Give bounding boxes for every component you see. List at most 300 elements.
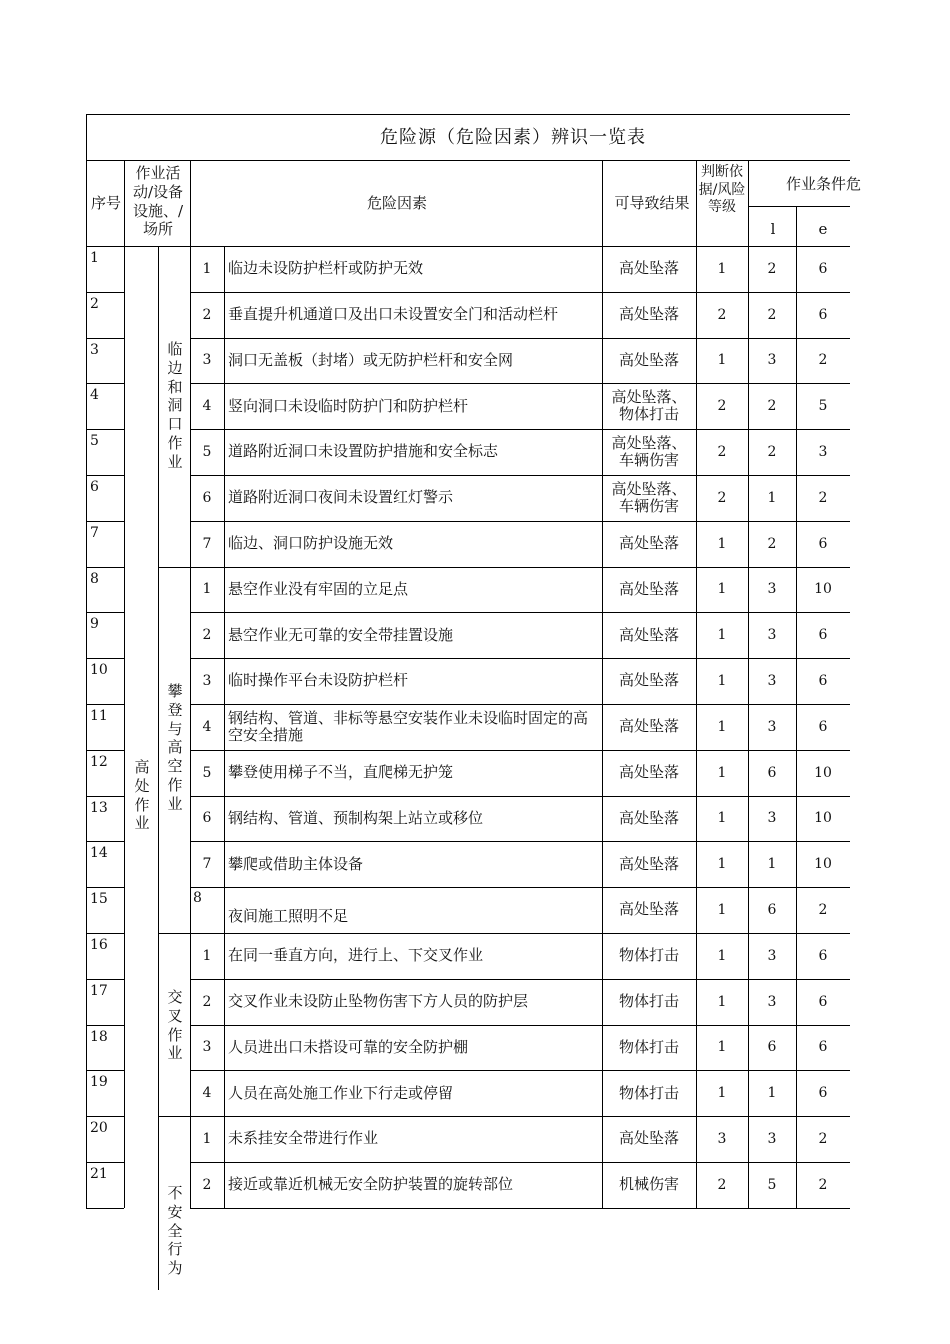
grid-line bbox=[748, 160, 749, 1208]
row-e bbox=[796, 383, 850, 429]
grid-line bbox=[190, 1025, 850, 1026]
row-factor-text: 夜间施工照明不足 bbox=[228, 906, 349, 925]
row-e bbox=[796, 1116, 850, 1162]
row-l-text: 3 bbox=[767, 810, 777, 827]
grid-line bbox=[86, 160, 850, 161]
row-judge-text: 1 bbox=[717, 718, 727, 735]
row-sub-index-text: 2 bbox=[202, 306, 212, 323]
row-factor bbox=[228, 383, 600, 429]
group-label-1: 临边和洞口作业 bbox=[167, 340, 183, 471]
row-judge-text: 3 bbox=[717, 1131, 727, 1148]
row-l bbox=[748, 1162, 796, 1208]
row-l-text: 5 bbox=[767, 1176, 777, 1193]
row-factor-text: 接近或靠近机械无安全防护装置的旋转部位 bbox=[228, 1175, 514, 1194]
row-seq: 3 bbox=[90, 341, 99, 358]
row-e bbox=[796, 338, 850, 384]
row-l-text: 6 bbox=[767, 1039, 777, 1056]
row-e bbox=[796, 887, 850, 933]
row-l-text: 3 bbox=[767, 1131, 777, 1148]
row-e bbox=[796, 979, 850, 1025]
row-l-text: 6 bbox=[767, 764, 777, 781]
row-seq: 20 bbox=[90, 1120, 108, 1137]
row-sub-index-text: 1 bbox=[202, 947, 212, 964]
grid-line bbox=[86, 383, 124, 384]
row-sub-index bbox=[190, 567, 224, 613]
group-label-2: 攀登与高空作业 bbox=[167, 682, 183, 813]
row-l-text: 3 bbox=[767, 718, 777, 735]
row-factor bbox=[228, 658, 600, 704]
row-e-text: 2 bbox=[818, 1131, 828, 1148]
row-result bbox=[602, 429, 696, 475]
row-judge-text: 1 bbox=[717, 810, 727, 827]
row-sub-index bbox=[190, 796, 224, 842]
row-sub-index-text: 7 bbox=[202, 856, 212, 873]
row-factor-text: 道路附近洞口未设置防护措施和安全标志 bbox=[228, 442, 499, 461]
row-judge-text: 1 bbox=[717, 902, 727, 919]
row-l bbox=[748, 521, 796, 567]
grid-line bbox=[86, 933, 124, 934]
row-result-text: 物体打击 bbox=[618, 946, 679, 965]
grid-line bbox=[86, 887, 124, 888]
row-e-text: 10 bbox=[814, 764, 832, 781]
row-seq: 5 bbox=[90, 433, 99, 450]
row-judge-text: 1 bbox=[717, 673, 727, 690]
row-sub-index-text: 4 bbox=[202, 398, 212, 415]
row-l bbox=[748, 979, 796, 1025]
row-seq: 11 bbox=[90, 708, 108, 724]
row-e bbox=[796, 841, 850, 887]
row-l-text: 2 bbox=[767, 398, 777, 415]
row-seq: 6 bbox=[90, 479, 99, 495]
grid-line bbox=[86, 429, 124, 430]
grid-line bbox=[86, 1025, 124, 1026]
row-l-text: 2 bbox=[767, 535, 777, 552]
row-factor-text: 攀登使用梯子不当，直爬梯无护笼 bbox=[228, 763, 454, 782]
row-l-text: 1 bbox=[767, 856, 777, 873]
grid-line bbox=[86, 1070, 124, 1071]
row-l bbox=[748, 246, 796, 292]
row-e-text: 6 bbox=[818, 260, 828, 277]
row-judge bbox=[696, 933, 748, 979]
row-factor bbox=[228, 1070, 600, 1116]
row-factor-text: 竖向洞口未设临时防护门和防护栏杆 bbox=[228, 396, 469, 415]
row-e bbox=[796, 612, 850, 658]
row-seq: 21 bbox=[90, 1166, 108, 1182]
row-e-text: 6 bbox=[818, 1085, 828, 1102]
row-sub-index-text: 4 bbox=[202, 1085, 212, 1102]
row-factor bbox=[228, 704, 600, 750]
row-result bbox=[602, 887, 696, 933]
row-judge-text: 1 bbox=[717, 260, 727, 277]
group-label-3: 交叉作业 bbox=[167, 988, 183, 1063]
row-result-text: 高处坠落、车辆伤害 bbox=[611, 433, 687, 470]
row-result-text: 高处坠落 bbox=[618, 900, 679, 919]
row-factor-text: 垂直提升机通道口及出口未设置安全门和活动栏杆 bbox=[228, 305, 559, 324]
row-result-text: 高处坠落 bbox=[618, 854, 679, 873]
row-factor-text: 洞口无盖板（封堵）或无防护栏杆和安全网 bbox=[228, 350, 514, 369]
row-result-text: 高处坠落 bbox=[618, 763, 679, 782]
row-sub-index-text: 6 bbox=[202, 810, 212, 827]
row-judge bbox=[696, 429, 748, 475]
row-l bbox=[748, 1070, 796, 1116]
row-judge-text: 2 bbox=[717, 306, 727, 323]
row-result-text: 机械伤害 bbox=[618, 1175, 679, 1194]
row-judge bbox=[696, 796, 748, 842]
row-e-text: 2 bbox=[818, 1176, 828, 1193]
row-result-text: 高处坠落 bbox=[618, 1129, 679, 1148]
row-l-text: 3 bbox=[767, 947, 777, 964]
row-l bbox=[748, 1025, 796, 1071]
row-sub-index-text: 1 bbox=[202, 1131, 212, 1148]
row-judge-text: 1 bbox=[717, 1085, 727, 1102]
row-result bbox=[602, 1162, 696, 1208]
row-result bbox=[602, 796, 696, 842]
row-factor bbox=[228, 567, 600, 613]
row-e-text: 10 bbox=[814, 581, 832, 598]
row-factor bbox=[228, 841, 600, 887]
row-l bbox=[748, 338, 796, 384]
row-sub-index-text: 3 bbox=[202, 1039, 212, 1056]
row-factor bbox=[228, 1162, 600, 1208]
row-e bbox=[796, 750, 850, 796]
row-sub-index bbox=[190, 246, 224, 292]
row-e bbox=[796, 429, 850, 475]
row-judge bbox=[696, 475, 748, 521]
row-result-text: 高处坠落 bbox=[618, 579, 679, 598]
row-result bbox=[602, 750, 696, 796]
row-seq: 2 bbox=[90, 295, 99, 312]
row-judge bbox=[696, 1162, 748, 1208]
row-e-text: 6 bbox=[818, 993, 828, 1010]
row-result-text: 物体打击 bbox=[618, 1083, 679, 1102]
row-result bbox=[602, 933, 696, 979]
row-judge-text: 1 bbox=[717, 856, 727, 873]
grid-line bbox=[86, 292, 124, 293]
row-sub-index-text: 6 bbox=[202, 489, 212, 506]
grid-line bbox=[190, 979, 850, 980]
grid-line bbox=[86, 750, 124, 751]
grid-line bbox=[190, 887, 850, 888]
row-sub-index bbox=[190, 1025, 224, 1071]
row-factor-text: 人员进出口未搭设可靠的安全防护棚 bbox=[228, 1037, 469, 1056]
grid-line bbox=[86, 1116, 124, 1117]
row-sub-index-text: 2 bbox=[202, 627, 212, 644]
row-l-text: 1 bbox=[767, 1085, 777, 1102]
grid-line bbox=[190, 567, 850, 568]
row-result bbox=[602, 475, 696, 521]
grid-line bbox=[158, 1208, 159, 1290]
row-e-text: 2 bbox=[818, 902, 828, 919]
row-seq: 17 bbox=[90, 982, 108, 999]
row-result bbox=[602, 1070, 696, 1116]
row-factor-text: 临时操作平台未设防护栏杆 bbox=[228, 671, 409, 690]
row-l-text: 3 bbox=[767, 581, 777, 598]
row-factor bbox=[228, 246, 600, 292]
row-factor bbox=[228, 612, 600, 658]
row-result bbox=[602, 658, 696, 704]
row-sub-index-text: 3 bbox=[202, 352, 212, 369]
row-result-text: 高处坠落、物体打击 bbox=[611, 388, 687, 424]
row-sub-index bbox=[190, 429, 224, 475]
row-l-text: 3 bbox=[767, 993, 777, 1010]
row-judge-text: 1 bbox=[717, 764, 727, 781]
row-judge bbox=[696, 521, 748, 567]
grid-line bbox=[696, 160, 697, 1208]
grid-line bbox=[86, 114, 87, 1208]
row-sub-index bbox=[190, 292, 224, 338]
grid-line bbox=[86, 521, 124, 522]
row-result bbox=[602, 1025, 696, 1071]
row-result-text: 高处坠落、车辆伤害 bbox=[611, 479, 687, 515]
row-result-text: 高处坠落 bbox=[618, 808, 679, 827]
group-label-4: 不安全行为 bbox=[167, 1184, 183, 1277]
grid-line bbox=[190, 521, 850, 522]
row-seq: 12 bbox=[90, 753, 108, 770]
row-seq: 9 bbox=[90, 616, 99, 633]
grid-line bbox=[190, 429, 850, 430]
row-seq: 13 bbox=[90, 799, 108, 816]
row-sub-index-text: 5 bbox=[202, 764, 212, 781]
row-judge bbox=[696, 658, 748, 704]
row-e bbox=[796, 1070, 850, 1116]
row-sub-index bbox=[190, 658, 224, 704]
row-judge-text: 1 bbox=[717, 1039, 727, 1056]
row-e-text: 6 bbox=[818, 718, 828, 735]
row-factor-text: 攀爬或借助主体设备 bbox=[228, 854, 364, 873]
row-judge bbox=[696, 704, 748, 750]
row-sub-index bbox=[190, 475, 224, 521]
row-judge-text: 1 bbox=[717, 947, 727, 964]
row-seq: 1 bbox=[90, 250, 99, 266]
row-judge-text: 1 bbox=[717, 535, 727, 552]
row-e-text: 2 bbox=[818, 352, 828, 369]
grid-line bbox=[190, 704, 850, 705]
grid-line bbox=[86, 612, 124, 613]
row-result bbox=[602, 704, 696, 750]
grid-line bbox=[86, 796, 124, 797]
row-sub-index bbox=[190, 338, 224, 384]
row-factor-text: 临边、洞口防护设施无效 bbox=[228, 534, 394, 553]
row-sub-index bbox=[190, 841, 224, 887]
row-judge bbox=[696, 246, 748, 292]
row-l bbox=[748, 841, 796, 887]
grid-line bbox=[190, 658, 850, 659]
row-sub-index-text: 3 bbox=[202, 673, 212, 690]
row-seq: 16 bbox=[90, 937, 108, 953]
category-label: 高处作业 bbox=[134, 758, 150, 833]
header-l: l bbox=[770, 220, 776, 238]
row-l bbox=[748, 887, 796, 933]
row-sub-index-text: 2 bbox=[202, 993, 212, 1010]
grid-line bbox=[190, 1116, 850, 1117]
row-judge bbox=[696, 1070, 748, 1116]
row-factor bbox=[228, 521, 600, 567]
header-factor: 危险因素 bbox=[366, 194, 427, 212]
row-result-text: 高处坠落 bbox=[618, 671, 679, 690]
row-e-text: 6 bbox=[818, 627, 828, 644]
row-l bbox=[748, 612, 796, 658]
row-factor bbox=[228, 475, 600, 521]
grid-line bbox=[224, 246, 225, 1208]
row-sub-index-text: 1 bbox=[202, 581, 212, 598]
row-sub-index bbox=[190, 521, 224, 567]
row-e-text: 3 bbox=[818, 444, 828, 461]
grid-line bbox=[86, 1208, 124, 1209]
row-sub-index-text: 1 bbox=[202, 260, 212, 277]
row-result-text: 高处坠落 bbox=[618, 305, 679, 324]
grid-line bbox=[86, 704, 124, 705]
row-seq: 10 bbox=[90, 662, 108, 679]
row-factor bbox=[228, 292, 600, 338]
row-seq: 19 bbox=[90, 1074, 108, 1091]
row-e-text: 6 bbox=[818, 947, 828, 964]
row-l bbox=[748, 933, 796, 979]
row-e-text: 10 bbox=[814, 856, 832, 873]
row-judge-text: 2 bbox=[717, 1176, 727, 1193]
row-factor bbox=[228, 933, 600, 979]
row-result bbox=[602, 246, 696, 292]
row-factor-text: 钢结构、管道、预制构架上站立或移位 bbox=[228, 808, 484, 827]
row-e bbox=[796, 521, 850, 567]
row-result bbox=[602, 979, 696, 1025]
row-result bbox=[602, 841, 696, 887]
row-seq: 18 bbox=[90, 1028, 108, 1045]
grid-line bbox=[796, 206, 797, 1208]
row-judge bbox=[696, 1025, 748, 1071]
grid-line bbox=[86, 338, 124, 339]
grid-line bbox=[86, 979, 124, 980]
row-factor-text: 悬空作业无可靠的安全带挂置设施 bbox=[228, 625, 454, 644]
row-sub-index bbox=[190, 612, 224, 658]
row-judge bbox=[696, 612, 748, 658]
row-l bbox=[748, 704, 796, 750]
row-l-text: 1 bbox=[767, 489, 777, 506]
grid-line bbox=[158, 246, 159, 567]
row-e bbox=[796, 1162, 850, 1208]
row-l-text: 3 bbox=[767, 352, 777, 369]
row-l bbox=[748, 475, 796, 521]
row-sub-index bbox=[190, 383, 224, 429]
row-factor bbox=[228, 1025, 600, 1071]
grid-line bbox=[748, 206, 850, 207]
grid-line bbox=[190, 160, 191, 246]
grid-line bbox=[190, 796, 850, 797]
grid-line bbox=[86, 567, 124, 568]
row-result bbox=[602, 292, 696, 338]
row-result bbox=[602, 1116, 696, 1162]
row-sub-index-text: 7 bbox=[202, 535, 212, 552]
header-result: 可导致结果 bbox=[614, 194, 690, 212]
row-l bbox=[748, 658, 796, 704]
grid-line bbox=[190, 933, 850, 934]
row-l bbox=[748, 567, 796, 613]
row-judge-text: 2 bbox=[717, 489, 727, 506]
row-seq: 8 bbox=[90, 570, 99, 587]
row-judge bbox=[696, 338, 748, 384]
row-sub-index bbox=[190, 1070, 224, 1116]
grid-line bbox=[124, 160, 125, 1208]
row-judge bbox=[696, 750, 748, 796]
grid-line bbox=[158, 567, 159, 933]
row-result bbox=[602, 612, 696, 658]
row-seq: 14 bbox=[90, 845, 108, 862]
grid-line bbox=[602, 160, 603, 1208]
grid-line bbox=[158, 567, 190, 568]
header-judge: 判断依据/风险等级 bbox=[698, 164, 746, 215]
row-factor-text: 人员在高处施工作业下行走或停留 bbox=[228, 1083, 454, 1102]
row-judge-text: 2 bbox=[717, 398, 727, 415]
row-sub-index bbox=[190, 933, 224, 979]
row-l-text: 2 bbox=[767, 306, 777, 323]
grid-line bbox=[86, 114, 850, 115]
row-l bbox=[748, 292, 796, 338]
row-factor bbox=[228, 429, 600, 475]
row-result-text: 高处坠落 bbox=[618, 717, 679, 736]
row-judge bbox=[696, 383, 748, 429]
row-result-text: 高处坠落 bbox=[618, 350, 679, 369]
grid-line bbox=[190, 1162, 850, 1163]
header-seq: 序号 bbox=[90, 194, 121, 212]
row-l-text: 3 bbox=[767, 627, 777, 644]
row-e bbox=[796, 567, 850, 613]
grid-line bbox=[190, 292, 850, 293]
row-e bbox=[796, 292, 850, 338]
row-seq: 15 bbox=[90, 891, 108, 908]
row-sub-index: 8 bbox=[193, 890, 202, 907]
header-condition: 作业条件危 bbox=[786, 175, 862, 193]
grid-line bbox=[190, 338, 850, 339]
row-result-text: 高处坠落 bbox=[618, 534, 679, 553]
row-l bbox=[748, 429, 796, 475]
row-l bbox=[748, 1116, 796, 1162]
row-judge bbox=[696, 292, 748, 338]
row-sub-index bbox=[190, 1116, 224, 1162]
row-factor-text: 钢结构、管道、非标等悬空安装作业未设临时固定的高空安全措施 bbox=[228, 708, 589, 744]
row-sub-index bbox=[190, 1162, 224, 1208]
row-e bbox=[796, 658, 850, 704]
row-judge-text: 1 bbox=[717, 581, 727, 598]
row-factor bbox=[228, 887, 600, 925]
row-e bbox=[796, 704, 850, 750]
row-factor bbox=[228, 979, 600, 1025]
row-factor bbox=[228, 750, 600, 796]
row-factor-text: 在同一垂直方向，进行上、下交叉作业 bbox=[228, 946, 484, 965]
row-e-text: 6 bbox=[818, 673, 828, 690]
grid-line bbox=[190, 383, 850, 384]
grid-line bbox=[158, 246, 190, 247]
row-result bbox=[602, 567, 696, 613]
row-factor-text: 交叉作业未设防止坠物伤害下方人员的防护层 bbox=[228, 992, 529, 1011]
row-l bbox=[748, 383, 796, 429]
row-l-text: 2 bbox=[767, 444, 777, 461]
row-factor-text: 道路附近洞口夜间未设置红灯警示 bbox=[228, 488, 454, 507]
grid-line bbox=[86, 475, 124, 476]
row-judge-text: 1 bbox=[717, 993, 727, 1010]
row-result-text: 物体打击 bbox=[618, 1037, 679, 1056]
row-sub-index bbox=[190, 979, 224, 1025]
grid-line bbox=[190, 612, 850, 613]
grid-line bbox=[158, 933, 190, 934]
row-factor-text: 悬空作业没有牢固的立足点 bbox=[228, 579, 409, 598]
grid-line bbox=[190, 246, 191, 567]
row-factor bbox=[228, 1116, 600, 1162]
row-e-text: 5 bbox=[818, 398, 828, 415]
row-judge bbox=[696, 567, 748, 613]
header-activity: 作业活动/设备设施、/场所 bbox=[132, 164, 184, 239]
row-judge-text: 1 bbox=[717, 352, 727, 369]
row-result bbox=[602, 521, 696, 567]
row-l bbox=[748, 796, 796, 842]
